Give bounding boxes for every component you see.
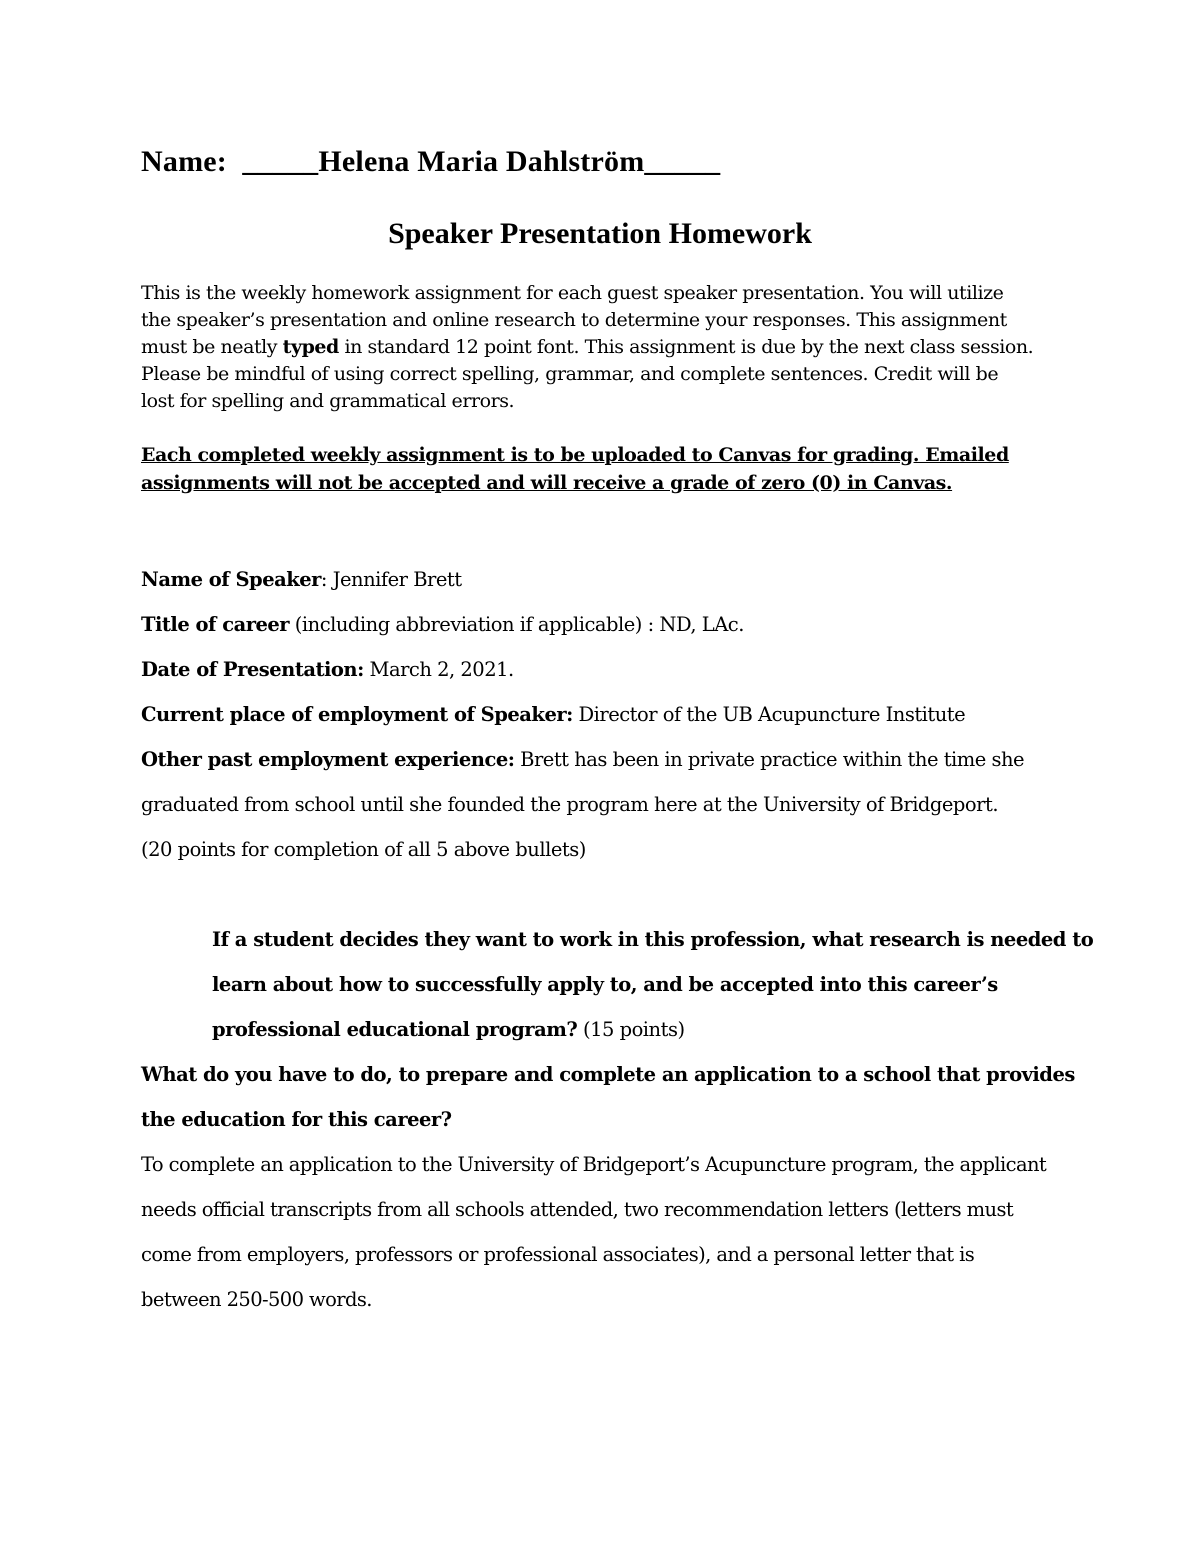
intro-line: Please be mindful of using correct spelling, grammar, and complete sentences. Credit will be	[141, 363, 999, 385]
question1-line: professional educational program? (15 points)	[212, 1018, 685, 1041]
speaker-label: Name of Speaker	[141, 568, 321, 591]
points-note: (20 points for completion of all 5 above bullets)	[141, 838, 586, 861]
answer-line: come from employers, professors or professional associates), and a personal letter that is	[141, 1243, 975, 1266]
intro-paragraph	[141, 280, 1061, 415]
date-value: March 2, 2021.	[363, 658, 514, 681]
date-field	[141, 660, 514, 680]
question1-line: If a student decides they want to work in this profession, what research is needed to	[212, 928, 1094, 951]
question1-points: (15 points)	[577, 1018, 685, 1041]
name-value: _____Helena Maria Dahlström_____	[242, 145, 721, 178]
speaker-name-field: Name of Speaker: Jennifer Brett	[141, 568, 462, 591]
career-title-field	[141, 615, 744, 635]
employment-field	[141, 705, 965, 725]
emphasis-typed: typed	[282, 336, 339, 358]
document-title: Speaker Presentation Homework	[388, 217, 812, 250]
employment-value: Director of the UB Acupuncture Institute	[572, 703, 966, 726]
upload-notice	[141, 441, 1009, 497]
past-employment-continued: graduated from school until she founded the program here at the University of Bridgeport.	[141, 793, 999, 816]
date-label: Date of Presentation:	[141, 658, 364, 681]
question2-line: the education for this career?	[141, 1108, 452, 1131]
answer-line: needs official transcripts from all schools attended, two recommendation letters (letters must	[141, 1198, 1014, 1221]
intro-line: the speaker’s presentation and online research to determine your responses. This assignment	[141, 309, 1007, 331]
intro-line: This is the weekly homework assignment for each guest speaker presentation. You will utilize	[141, 282, 1004, 304]
career-note: (including abbreviation if applicable) :	[289, 613, 660, 636]
question1-line: learn about how to successfully apply to, and be accepted into this career’s	[212, 973, 998, 996]
name-line	[141, 147, 720, 177]
notice-line: assignments will not be accepted and will receive a grade of zero (0) in Canvas.	[141, 472, 953, 494]
answer-line: between 250-500 words.	[141, 1288, 372, 1311]
notice-line: Each completed weekly assignment is to be uploaded to Canvas for grading. Emailed	[141, 444, 1009, 466]
question2-line: What do you have to do, to prepare and complete an application to a school that provides	[141, 1063, 1075, 1086]
name-label: Name:	[141, 145, 227, 178]
employment-label: Current place of employment of Speaker:	[141, 703, 573, 726]
past-employment-value: Brett has been in private practice within the time she	[514, 748, 1025, 771]
intro-line: must be neatly typed in standard 12 point font. This assignment is due by the next class session.	[141, 336, 1034, 358]
intro-line: lost for spelling and grammatical errors.	[141, 390, 515, 412]
career-value: ND, LAc.	[659, 613, 744, 636]
past-employment-label: Other past employment experience:	[141, 748, 515, 771]
answer-line: To complete an application to the University of Bridgeport’s Acupuncture program, the applicant	[141, 1153, 1047, 1176]
past-employment-field	[141, 750, 1024, 770]
speaker-value: Jennifer Brett	[332, 568, 462, 591]
career-label: Title of career	[141, 613, 290, 636]
